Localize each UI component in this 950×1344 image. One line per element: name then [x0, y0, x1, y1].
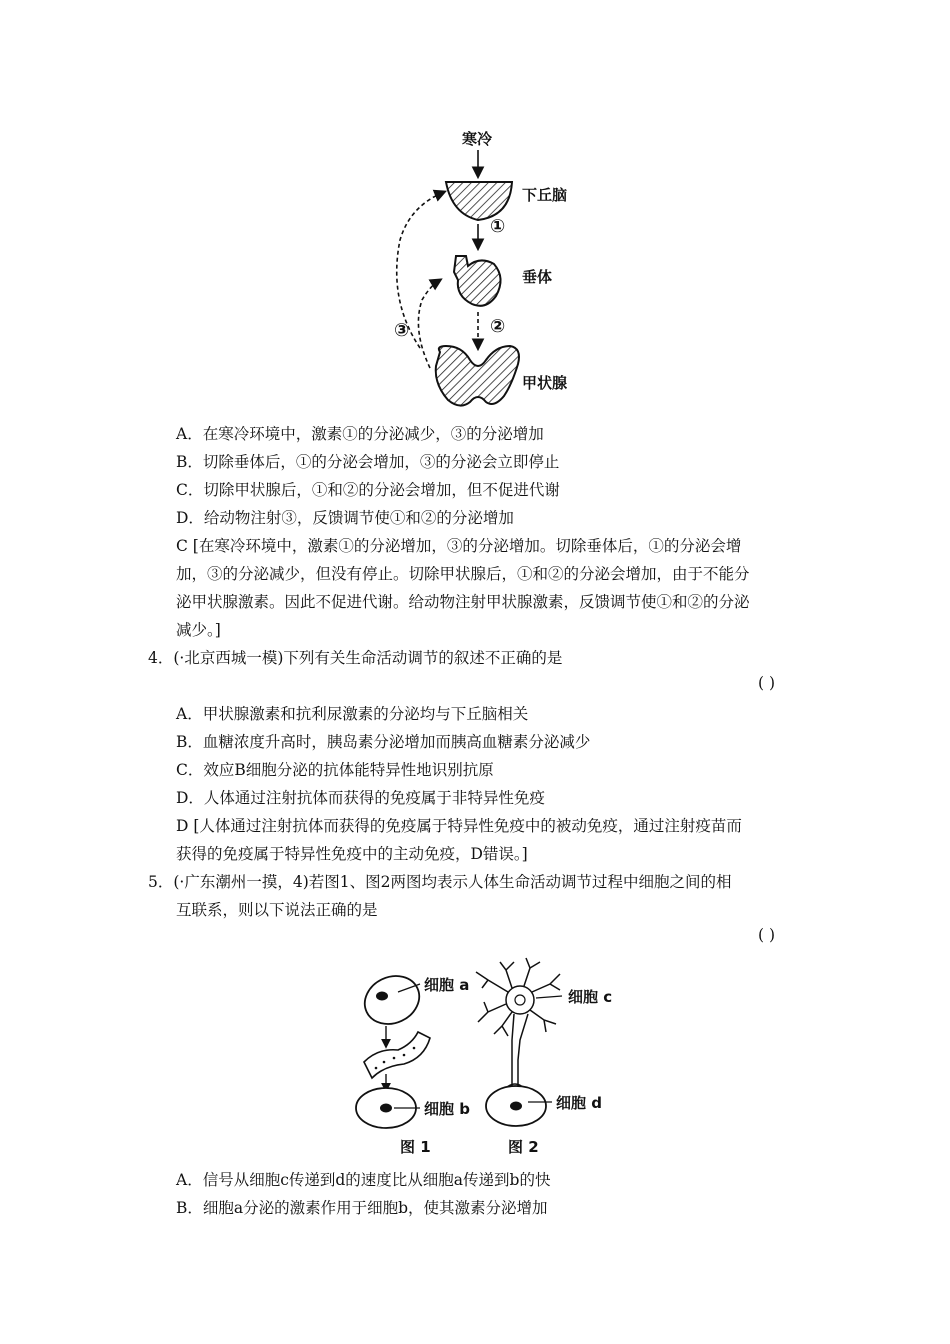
q3-option-d: D．给动物注射③，反馈调节使①和②的分泌增加	[176, 509, 514, 527]
cell-b-nucleus	[380, 1104, 392, 1113]
q4-stem: 4．(·北京西城一模)下列有关生命活动调节的叙述不正确的是	[148, 649, 563, 667]
label-cell-b: 细胞 b	[424, 1100, 470, 1118]
q5-stem-line-2: 互联系，则以下说法正确的是	[176, 901, 378, 919]
q3-answer-line-3: 泌甲状腺激素。因此不促进代谢。给动物注射甲状腺激素，反馈调节使①和②的分泌	[176, 593, 750, 611]
q4-answer-paren: ( )	[758, 674, 776, 692]
label-hypothalamus: 下丘脑	[522, 186, 568, 204]
q5-answer-paren: ( )	[758, 926, 776, 944]
cell-d-nucleus	[510, 1102, 522, 1111]
label-cell-d: 细胞 d	[556, 1094, 602, 1112]
q4-option-c: C．效应B细胞分泌的抗体能特异性地识别抗原	[176, 761, 494, 779]
label-cold: 寒冷	[462, 130, 493, 148]
q5-option-b: B．细胞a分泌的激素作用于细胞b，使其激素分泌增加	[176, 1199, 548, 1217]
label-cell-a: 细胞 a	[424, 976, 470, 994]
q3-option-c: C．切除甲状腺后，①和②的分泌会增加，但不促进代谢	[176, 481, 560, 499]
q5-option-a: A．信号从细胞c传递到d的速度比从细胞a传递到b的快	[176, 1171, 551, 1189]
label-cell-c: 细胞 c	[568, 988, 613, 1006]
label-hormone-2: ②	[490, 316, 506, 337]
label-fig-2: 图 2	[508, 1138, 539, 1156]
neuron-c-shape	[476, 958, 560, 1088]
label-thyroid: 甲状腺	[522, 374, 568, 392]
q5-stem-line-1: 5．(·广东潮州一摸，4)若图1、图2两图均表示人体生命活动调节过程中细胞之间的相	[148, 873, 732, 891]
label-pituitary: 垂体	[522, 268, 553, 286]
label-hormone-1: ①	[490, 216, 506, 237]
q4-option-a: A．甲状腺激素和抗利尿激素的分泌均与下丘脑相关	[176, 705, 529, 723]
q3-option-a: A．在寒冷环境中，激素①的分泌减少，③的分泌增加	[176, 425, 544, 443]
q3-answer-line-2: 加，③的分泌减少，但没有停止。切除甲状腺后，①和②的分泌会增加，由于不能分	[176, 565, 750, 583]
q3-option-b: B．切除垂体后，①的分泌会增加，③的分泌会立即停止	[176, 453, 560, 471]
q3-answer-line-1: C [在寒冷环境中，激素①的分泌增加，③的分泌增加。切除垂体后，①的分泌会增	[176, 537, 742, 555]
blood-vessel-shape	[364, 1032, 430, 1078]
q4-option-b: B．血糖浓度升高时，胰岛素分泌增加而胰高血糖素分泌减少	[176, 733, 591, 751]
q4-answer-line-2: 获得的免疫属于特异性免疫中的主动免疫，D错误。]	[176, 845, 528, 863]
cell-a-shape	[357, 967, 427, 1032]
q4-answer-line-1: D [人体通过注射抗体而获得的免疫属于特异性免疫中的被动免疫，通过注射疫苗而	[176, 817, 742, 835]
label-fig-1: 图 1	[400, 1138, 431, 1156]
label-hormone-3: ③	[394, 320, 410, 341]
q3-answer-line-4: 减少。]	[176, 621, 221, 639]
cell-a-nucleus	[376, 992, 388, 1001]
q4-option-d: D．人体通过注射抗体而获得的免疫属于非特异性免疫	[176, 789, 545, 807]
